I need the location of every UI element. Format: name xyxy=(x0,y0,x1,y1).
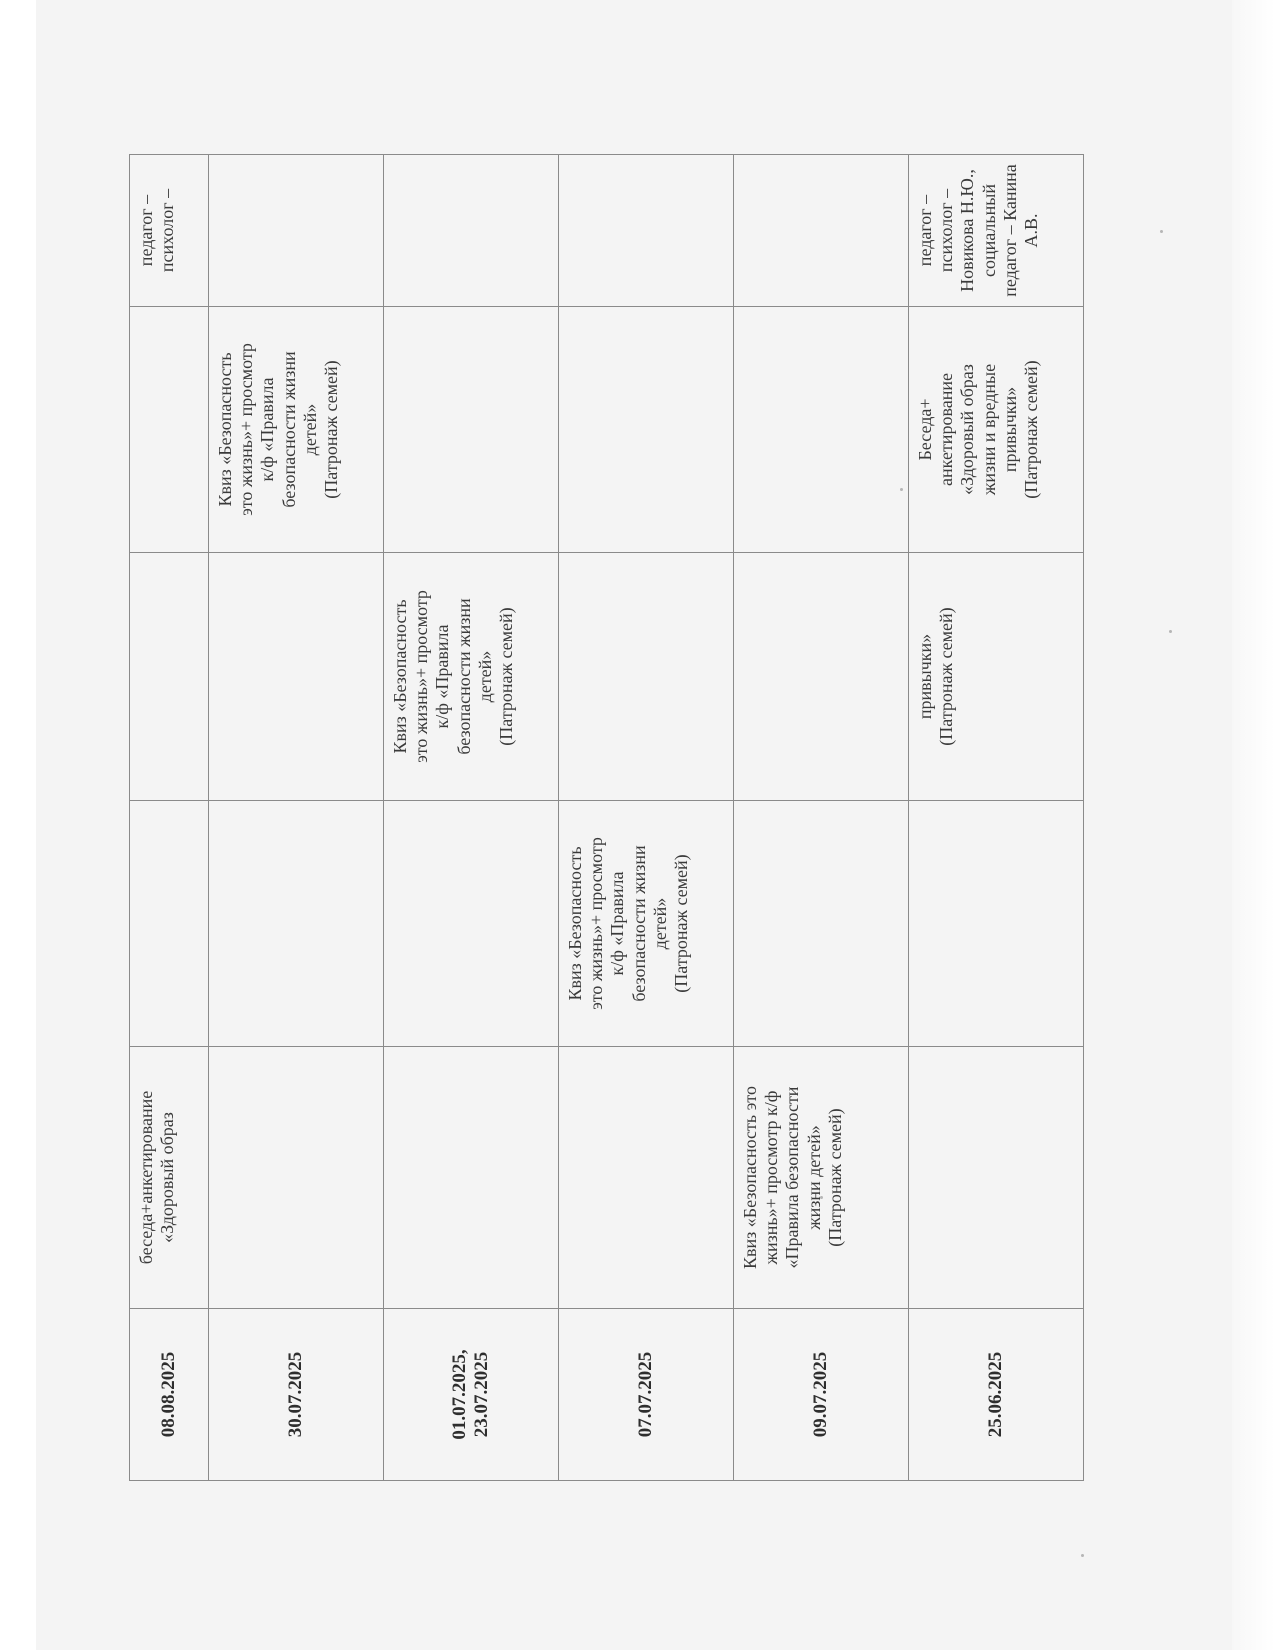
event-cell xyxy=(384,1047,559,1309)
event-cell xyxy=(130,801,209,1047)
event-cell xyxy=(209,801,384,1047)
responsible-cell xyxy=(384,155,559,307)
responsible-cell: педагог – психолог – Новикова Н.Ю., социальный педагог – Канина А.В. xyxy=(909,155,1084,307)
table-row xyxy=(130,155,209,1481)
date-cell: 08.08.2025 xyxy=(130,1309,209,1481)
event-cell xyxy=(559,307,734,553)
table-row xyxy=(734,155,909,1481)
responsible-cell xyxy=(209,155,384,307)
event-cell xyxy=(734,553,909,801)
event-cell xyxy=(559,1047,734,1309)
event-cell: беседа+анкетирование «Здоровый образ xyxy=(130,1047,209,1309)
table-row xyxy=(209,155,384,1481)
event-cell xyxy=(209,1047,384,1309)
event-cell xyxy=(909,801,1084,1047)
event-cell xyxy=(384,801,559,1047)
scan-page-edge xyxy=(1232,0,1275,1650)
scan-speck xyxy=(1081,1554,1084,1557)
event-cell: Квиз «Безопасность это жизнь»+ просмотр к/ф «Правила безопасности жизни детей» (Патронаж семей) xyxy=(209,307,384,553)
event-cell xyxy=(734,801,909,1047)
event-cell xyxy=(130,553,209,801)
event-cell xyxy=(209,553,384,801)
responsible-cell: педагог – психолог – xyxy=(130,155,209,307)
date-cell: 30.07.2025 xyxy=(209,1309,384,1481)
date-cell: 07.07.2025 xyxy=(559,1309,734,1481)
event-cell: Квиз «Безопасность это жизнь»+ просмотр к/ф «Правила безопасности жизни детей» (Патронаж семей) xyxy=(734,1047,909,1309)
event-cell xyxy=(130,307,209,553)
table-row xyxy=(384,155,559,1481)
event-cell xyxy=(734,307,909,553)
table-row xyxy=(559,155,734,1481)
event-cell xyxy=(909,1047,1084,1309)
event-cell: привычки» (Патронаж семей) xyxy=(909,553,1084,801)
scan-speck xyxy=(1160,230,1163,233)
event-cell: Беседа+ анкетирование «Здоровый образ жизни и вредные привычки» (Патронаж семей) xyxy=(909,307,1084,553)
table-row xyxy=(909,155,1084,1481)
event-cell: Квиз «Безопасность это жизнь»+ просмотр к/ф «Правила безопасности жизни детей» (Патронаж семей) xyxy=(559,801,734,1047)
schedule-table-rotated xyxy=(130,154,1084,1480)
date-cell: 01.07.2025, 23.07.2025 xyxy=(384,1309,559,1481)
responsible-cell xyxy=(559,155,734,307)
responsible-cell xyxy=(734,155,909,307)
scan-speck xyxy=(1169,630,1172,633)
schedule-table xyxy=(129,154,1084,1481)
event-cell: Квиз «Безопасность это жизнь»+ просмотр к/ф «Правила безопасности жизни детей» (Патронаж семей) xyxy=(384,553,559,801)
date-cell: 09.07.2025 xyxy=(734,1309,909,1481)
event-cell xyxy=(559,553,734,801)
date-cell: 25.06.2025 xyxy=(909,1309,1084,1481)
event-cell xyxy=(384,307,559,553)
